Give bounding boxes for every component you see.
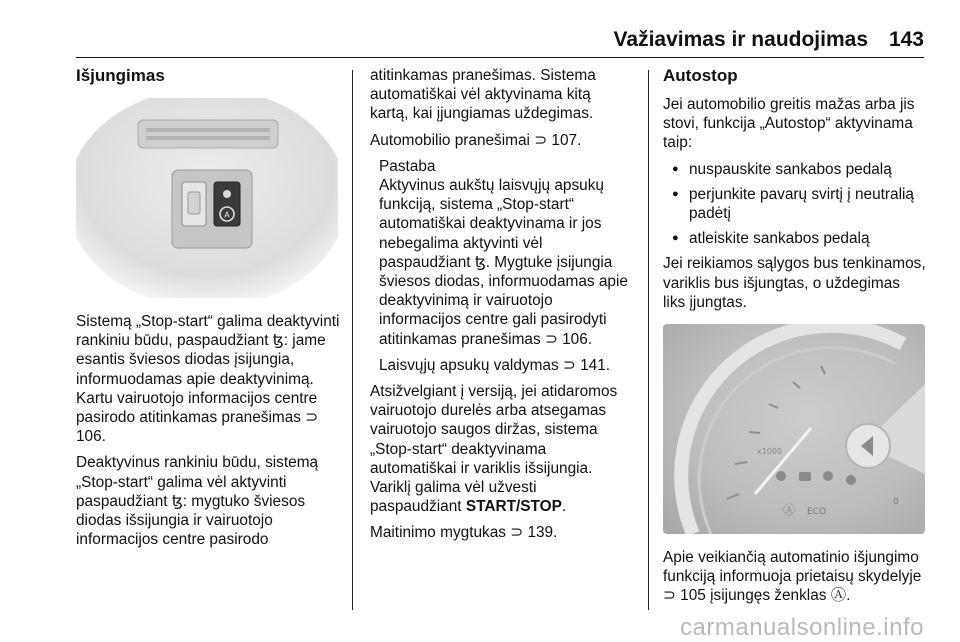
note-box [370, 157, 632, 375]
start-stop-label: START/STOP [465, 498, 562, 516]
auto-off-glyph: A [224, 210, 230, 220]
paragraph: Deaktyvinus rankiniu būdu, sistemą „Stop-start“ galima vėl aktyvinti paspaudžiant ꜩ: mygtuko šviesos diodas išsijungia ir vairuotojo informacijos centre pasirodo [76, 454, 319, 549]
paragraph: Atsižvelgiant į versiją, jei atidaromos vairuotojo durelės arba atsegamas vairuotojo saugos diržas, sistema „Stop-start“ deaktyvinama automatiškai ir variklis išsijungia. Variklį galima vėl užvesti paspaudžiant START/STOP. [370, 383, 618, 516]
column-1 [76, 66, 340, 556]
paragraph: Apie veikiančią automatinio išjungimo funkciją informuoja prietaisų skydelyje ⊃ 105 įsijungęs ženklas Ⓐ. [663, 549, 922, 605]
tachometer-illustration [663, 324, 925, 534]
paragraph: Maitinimo mygtukas ⊃ 139. [370, 524, 558, 542]
rpm-label: x1000 [757, 447, 783, 457]
paragraph: Jei reikiamos sąlygos bus tenkinamos, variklis bus išjungtas, o uždegimas liks įjungtas. [663, 255, 926, 311]
autostop-icon: Ⓐ [783, 503, 796, 518]
note-paragraph: Laisvųjų apsukų valdymas ⊃ 141. [379, 356, 611, 374]
section-heading-autostop: Autostop [663, 66, 738, 85]
page-number: 143 [888, 28, 924, 51]
header-title: Važiavimas ir naudojimas [613, 28, 868, 51]
section-heading-isjungimas: Išjungimas [76, 66, 165, 85]
step-list [663, 160, 926, 249]
column-divider-1 [352, 70, 353, 610]
watermark: carmanualsonline.info [680, 614, 924, 641]
switch-panel-photo [76, 98, 338, 298]
column-3 [663, 66, 926, 613]
paragraph: Automobilio pranešimai ⊃ 107. [370, 131, 582, 149]
column-divider-2 [648, 70, 649, 610]
page-header [76, 28, 924, 54]
paragraph: Sistemą „Stop-start“ galima deaktyvinti rankiniu būdu, paspaudžiant ꜩ: jame esantis šviesos diodas įsijungia, informuodamas apie deaktyvinimą. Kartu vairuotojo informacijos centre pasirodo atitinkamas pranešimas ⊃ 106. [76, 313, 340, 446]
header-rule [76, 57, 924, 58]
paragraph: atitinkamas pranešimas. Sistema automatiškai vėl aktyvinama kitą kartą, kai įjungiamas uždegimas. [370, 67, 596, 123]
column-2 [370, 66, 632, 550]
list-item: ● perjunkite pavarų svirtį į neutralią padėtį [663, 185, 926, 223]
note-title: Pastaba [379, 157, 436, 175]
list-item: ● nuspauskite sankabos pedalą [663, 160, 926, 179]
eco-label: ECO [807, 507, 827, 518]
gauge-tick-label: 0 [893, 497, 899, 508]
stop-start-switch-illustration [76, 98, 338, 298]
note-paragraph: Aktyvinus aukštų laisvųjų apsukų funkciją, sistema „Stop-start“ automatiškai deaktyvinama ir jos nebegalima aktyvinti vėl paspaudžiant ꜩ. Mygtuke įsijungia šviesos diodas, informuodamas apie deaktyvinimą ir vairuotojo informacijos centre gali pasirodyti atitinkamas pranešimas ⊃ 106. [379, 177, 628, 348]
instrument-cluster-photo [663, 324, 925, 534]
list-item: ● atleiskite sankabos pedalą [663, 229, 926, 248]
paragraph: Jei automobilio greitis mažas arba jis stovi, funkcija „Autostop“ aktyvinama taip: [663, 96, 915, 152]
